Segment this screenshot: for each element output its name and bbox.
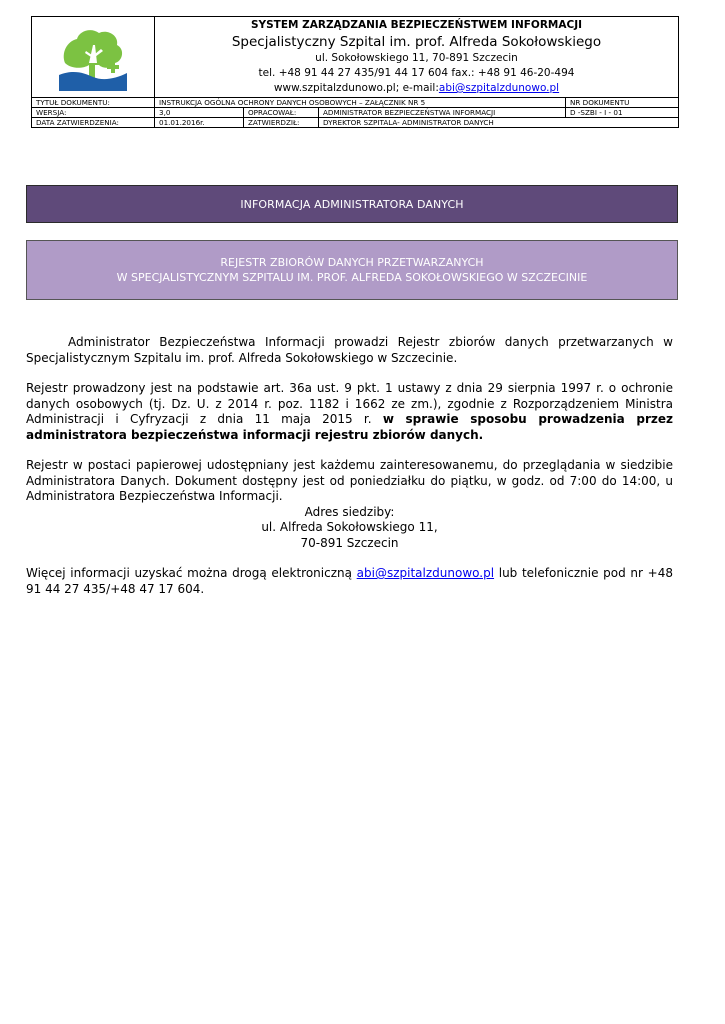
legal-basis-text: Rejestr prowadzony jest na podstawie art. 36a ust. 9 pkt. 1 ustawy z dnia 29 sierpnia 1997 r. o ochronie danych osobowych (tj. Dz. U. z 2014 r. poz. 1182 i 1662 ze zm.), zgodnie z Rozporządzeniem Ministra Administracji i Cyfryzacji z dnia 11 maja 2015 r. <box>26 381 673 426</box>
website-text: www.szpitalzdunowo.pl; e-mail: <box>273 82 439 94</box>
meta-title-label: TYTUŁ DOKUMENTU: <box>32 98 155 108</box>
address-city: 70-891 Szczecin <box>300 535 399 550</box>
meta-approved-label: ZATWIERDZIŁ: <box>244 118 319 128</box>
meta-approval-date-label: DATA ZATWIERDZENIA: <box>32 118 155 128</box>
document-body <box>26 335 673 597</box>
meta-prepared-label: OPRACOWAŁ: <box>244 108 319 118</box>
legal-basis-bold: w sprawie sposobu prowadzenia przez administratora bezpieczeństwa informacji rejestru zbiorów danych. <box>26 412 673 442</box>
contact-text-before: Więcej informacji uzyskać można drogą elektroniczną <box>26 566 352 580</box>
hospital-name: Specjalistyczny Szpital im. prof. Alfreda Sokołowskiego <box>231 34 602 50</box>
paragraph-contact <box>26 566 673 597</box>
hospital-web-email <box>159 81 674 96</box>
meta-docno-value: D -SZBI - I - 01 <box>566 108 679 118</box>
meta-title-value: INSTRUKCJA OGÓLNA OCHRONY DANYCH OSOBOWYCH – ZAŁĄCZNIK NR 5 <box>155 98 566 108</box>
meta-row-title <box>32 98 679 108</box>
hospital-phones: tel. +48 91 44 27 435/91 44 17 604 fax.: +48 91 46-20-494 <box>258 67 575 79</box>
system-title: SYSTEM ZARZĄDZANIA BEZPIECZEŃSTWEM INFORMACJI <box>250 19 583 31</box>
header-email-link[interactable]: abi@szpitalzdunowo.pl <box>438 82 560 94</box>
contact-text-after: lub telefonicznie pod nr +48 91 44 27 435/+48 47 17 604. <box>26 566 673 596</box>
organization-info <box>155 17 679 98</box>
meta-version-label: WERSJA: <box>32 108 155 118</box>
logo-cell <box>32 17 155 98</box>
address-block <box>26 505 673 552</box>
paragraph-legal-basis <box>26 381 673 443</box>
contact-email-link[interactable]: abi@szpitalzdunowo.pl <box>356 566 495 580</box>
meta-row-approval <box>32 118 679 128</box>
register-banner-line1: REJESTR ZBIORÓW DANYCH PRZETWARZANYCH <box>220 256 484 269</box>
document-header-table <box>31 16 679 128</box>
address-label: Adres siedziby: <box>304 504 395 519</box>
meta-prepared-value: ADMINISTRATOR BEZPIECZEŃSTWA INFORMACJI <box>319 108 566 118</box>
meta-version-value: 3,0 <box>155 108 244 118</box>
hospital-logo <box>59 23 127 91</box>
hospital-address: ul. Sokołowskiego 11, 70-891 Szczecin <box>315 52 518 64</box>
address-street: ul. Alfreda Sokołowskiego 11, <box>261 520 438 534</box>
paragraph-availability: Rejestr w postaci papierowej udostępniany jest każdemu zainteresowanemu, do przeglądania w siedzibie Administratora Danych. Dokument dostępny jest od poniedziałku do piątku, w godz. od 7:00 do 14:00, u Administratora Bezpieczeństwa Informacji. <box>26 458 673 503</box>
paragraph-intro: Administrator Bezpieczeństwa Informacji prowadzi Rejestr zbiorów danych przetwarzanych w Specjalistycznym Szpitalu im. prof. Alfreda Sokołowskiego w Szczecinie. <box>26 335 673 365</box>
register-banner-line2: W SPECJALISTYCZNYM SZPITALU IM. PROF. ALFREDA SOKOŁOWSKIEGO W SZCZECINIE <box>116 271 588 284</box>
meta-approved-value: DYREKTOR SZPITALA- ADMINISTRATOR DANYCH <box>319 118 679 128</box>
section-banner-info: INFORMACJA ADMINISTRATORA DANYCH <box>26 185 678 223</box>
meta-row-version <box>32 108 679 118</box>
meta-approval-date-value: 01.01.2016r. <box>155 118 244 128</box>
section-banner-register <box>26 240 678 300</box>
meta-docno-label: NR DOKUMENTU <box>566 98 679 108</box>
